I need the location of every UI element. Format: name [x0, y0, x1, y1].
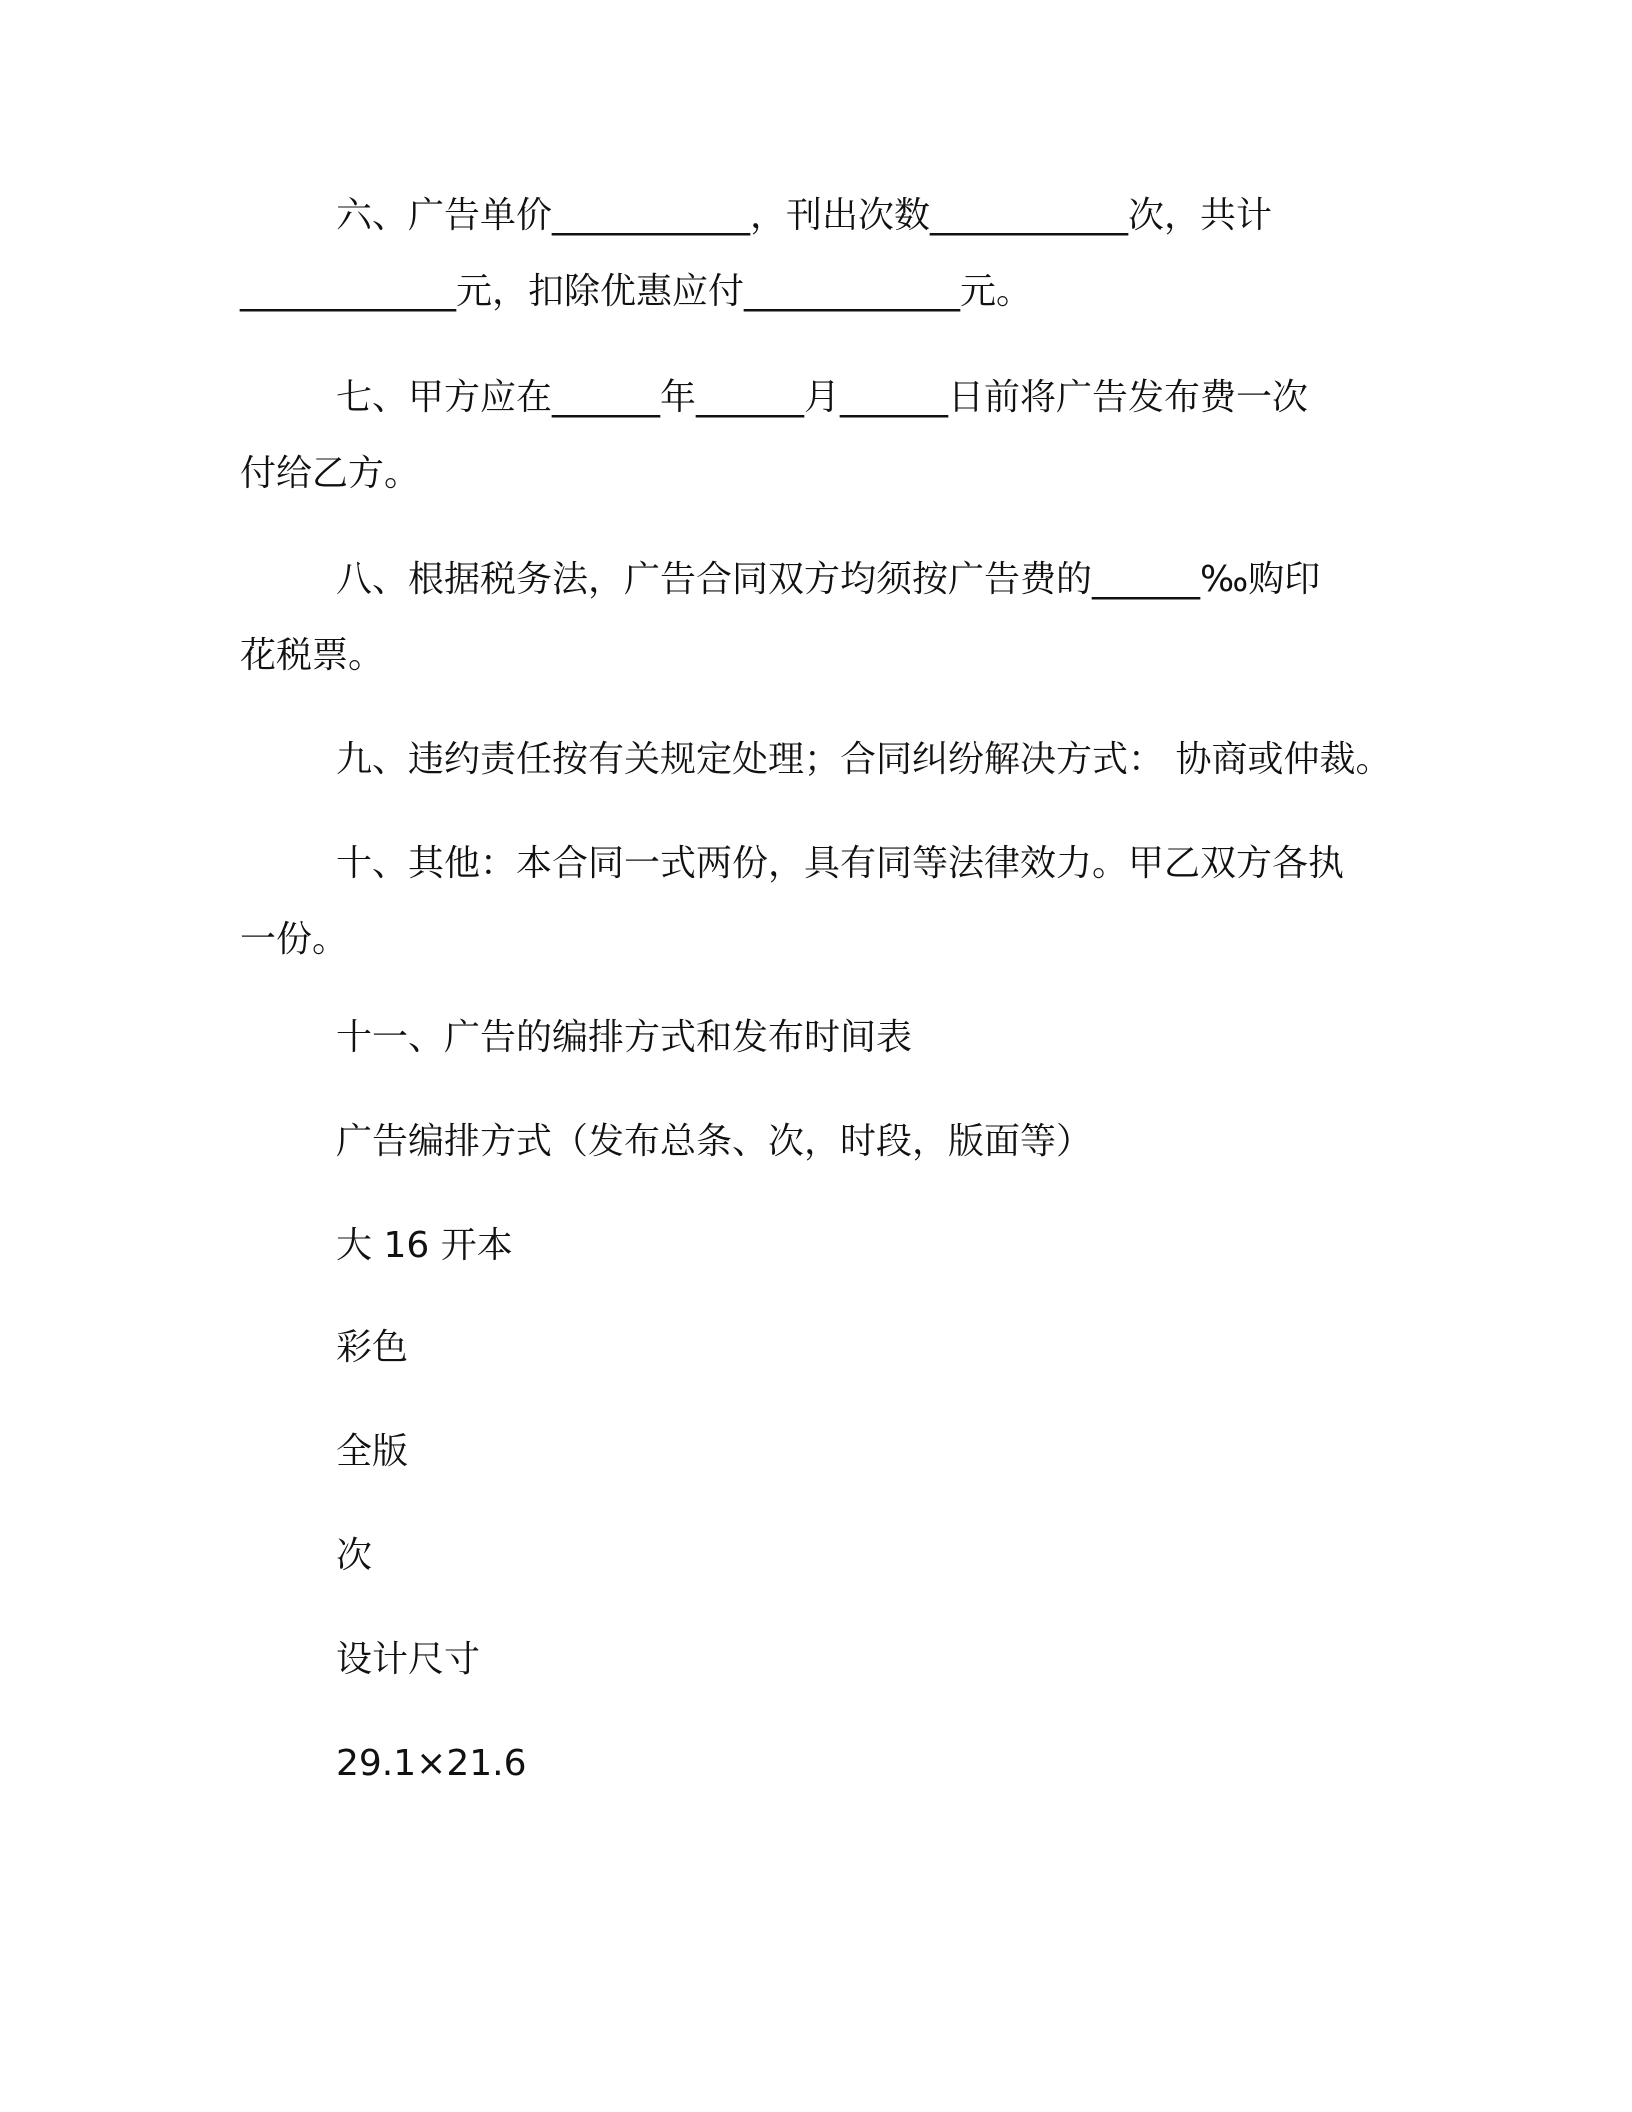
schedule-item-times: 次 — [336, 1535, 373, 1576]
schedule-item-page: 全版 — [336, 1431, 409, 1472]
clause-8-line-2: 花税票。 — [240, 635, 385, 676]
clause-6 — [240, 178, 1410, 330]
clause-10 — [240, 826, 1410, 978]
clause-9 — [240, 722, 1410, 798]
clause-6-line-2: ____________元，扣除优惠应付____________元。 — [240, 271, 1033, 312]
clause-8-line-1: 八、根据税务法，广告合同双方均须按广告费的______‰购印 — [336, 559, 1321, 600]
schedule-item-layout-method: 广告编排方式（发布总条、次，时段，版面等） — [336, 1121, 1093, 1162]
clause-7-line-1: 七、甲方应在______年______月______日前将广告发布费一次 — [336, 377, 1309, 418]
clause-10-line-2: 一份。 — [240, 919, 349, 960]
schedule-item-design-size: 设计尺寸 — [336, 1639, 481, 1680]
clause-7-line-2: 付给乙方。 — [240, 453, 421, 494]
schedule-item-color: 彩色 — [336, 1327, 409, 1368]
schedule-heading: 十一、广告的编排方式和发布时间表 — [336, 1017, 913, 1058]
clause-9-line-1: 九、违约责任按有关规定处理；合同纠纷解决方式： 协商或仲裁。 — [336, 739, 1392, 780]
clause-8 — [240, 542, 1410, 694]
clause-10-line-1: 十、其他：本合同一式两份，具有同等法律效力。甲乙双方各执 — [336, 843, 1345, 884]
clause-6-line-1: 六、广告单价___________，刊出次数___________次，共计 — [336, 195, 1273, 236]
schedule-item-dimensions: 29.1×21.6 — [336, 1743, 527, 1784]
clause-7 — [240, 360, 1410, 512]
schedule-item-format: 大 16 开本 — [336, 1225, 513, 1266]
